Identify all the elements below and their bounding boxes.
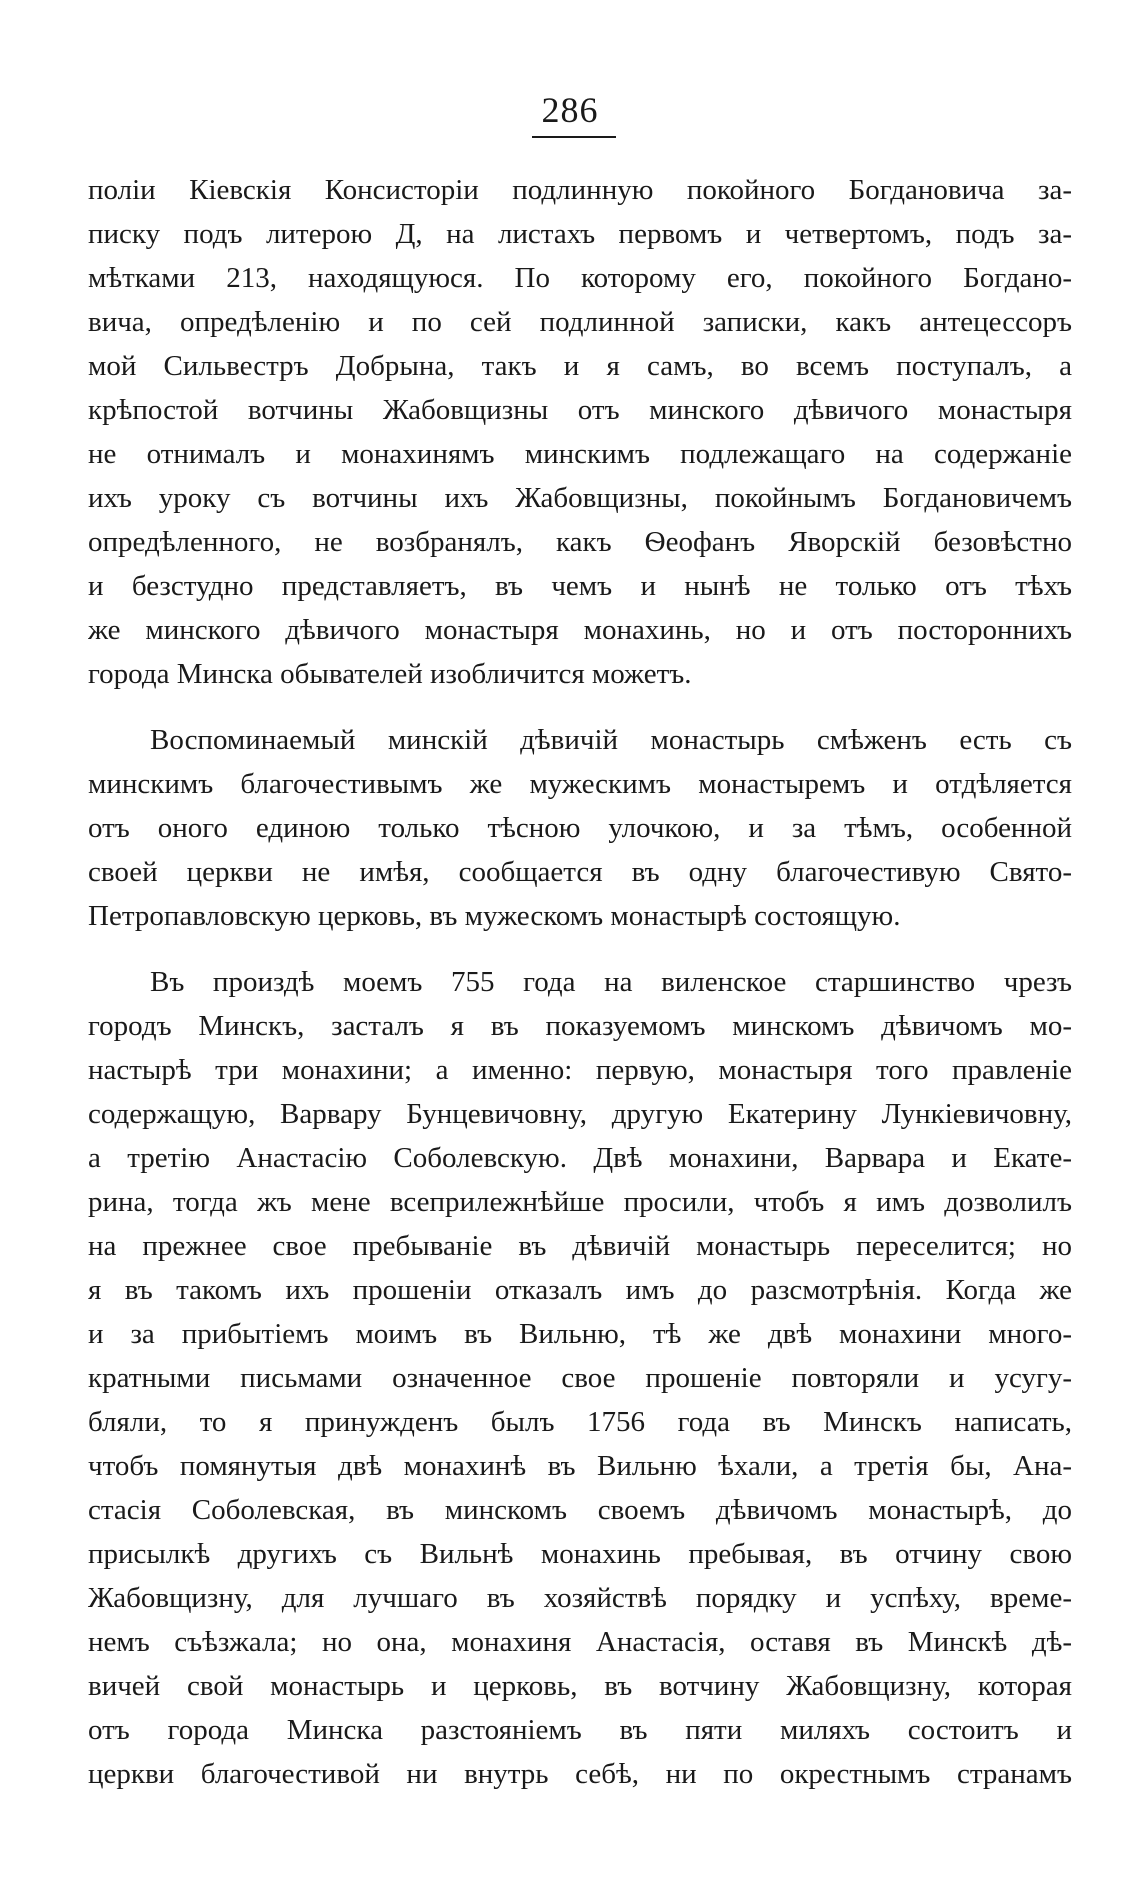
- paragraph-gap: [88, 696, 1072, 718]
- page-number-rule: [532, 136, 616, 138]
- text-line: я въ такомъ ихъ прошенiи отказалъ имъ до разсмотрѣнiя. Когда же: [88, 1274, 1072, 1306]
- text-line: присылкѣ другихъ съ Вильнѣ монахинь пребывая, въ отчину свою: [88, 1538, 1072, 1570]
- text-line: не отнималъ и монахинямъ минскимъ подлежащаго на содержанiе: [88, 438, 1072, 470]
- paragraph-2: [88, 718, 1072, 938]
- text-line: и за прибытiемъ моимъ въ Вильню, тѣ же двѣ монахини много-: [88, 1318, 1072, 1350]
- text-line: опредѣленного, не возбранялъ, какъ Ѳеофанъ Яворскiй безовѣстно: [88, 526, 1072, 558]
- text-line: крѣпостой вотчины Жабовщизны отъ минского дѣвичого монастыря: [88, 394, 1072, 426]
- text-line: отъ города Минска разстоянiемъ въ пяти миляхъ состоитъ и: [88, 1714, 1072, 1746]
- text-line: содержащую, Варвару Бунцевичовну, другую Екатерину Лункiевичовну,: [88, 1098, 1072, 1130]
- text-line: мѣтками 213, находящуюся. По которому его, покойного Богдано-: [88, 262, 1072, 294]
- text-line: же минского дѣвичого монастыря монахинь, но и отъ постороннихъ: [88, 614, 1072, 646]
- text-line: писку подъ литерою Д, на листахъ первомъ и четвертомъ, подъ за-: [88, 218, 1072, 250]
- text-line: городъ Минскъ, засталъ я въ показуемомъ минскомъ дѣвичомъ мо-: [88, 1010, 1072, 1042]
- text-line: Въ произдѣ моемъ 755 года на виленское старшинство чрезъ: [150, 966, 1072, 998]
- paragraph-3: [88, 960, 1072, 1796]
- body-text: [88, 168, 1072, 1796]
- paragraph-1: [88, 168, 1072, 696]
- text-line: на прежнее свое пребыванiе въ дѣвичiй монастырь переселится; но: [88, 1230, 1072, 1262]
- text-line: Жабовщизну, для лучшаго въ хозяйствѣ порядку и успѣху, време-: [88, 1582, 1072, 1614]
- page-number: 286: [541, 90, 599, 130]
- text-line: кратными письмами означенное свое прошенiе повторяли и усугу-: [88, 1362, 1072, 1394]
- text-line: немъ съѣзжала; но она, монахиня Анастасiя, оставя въ Минскѣ дѣ-: [88, 1626, 1072, 1658]
- text-line: полiи Кiевскiя Консисторiи подлинную покойного Богдановича за-: [88, 174, 1072, 206]
- text-line: церкви благочестивой ни внутрь себѣ, ни по окрестнымъ странамъ: [88, 1758, 1072, 1790]
- text-line: Петропавловскую церковь, въ мужескомъ монастырѣ состоящую.: [88, 900, 901, 932]
- paragraph-gap: [88, 938, 1072, 960]
- text-line: мой Сильвестръ Добрына, такъ и я самъ, во всемъ поступалъ, а: [88, 350, 1072, 382]
- text-line: города Минска обывателей изобличится можетъ.: [88, 658, 692, 690]
- text-line: и безстудно представляетъ, въ чемъ и нынѣ не только отъ тѣхъ: [88, 570, 1072, 602]
- text-line: вича, опредѣленiю и по сей подлинной записки, какъ антецессоръ: [88, 306, 1072, 338]
- text-line: бляли, то я принужденъ былъ 1756 года въ Минскъ написать,: [88, 1406, 1072, 1438]
- text-line: стасiя Соболевская, въ минскомъ своемъ дѣвичомъ монастырѣ, до: [88, 1494, 1072, 1526]
- text-line: отъ оного единою только тѣсною улочкою, и за тѣмъ, особенной: [88, 812, 1072, 844]
- text-line: ихъ уроку съ вотчины ихъ Жабовщизны, покойнымъ Богдановичемъ: [88, 482, 1072, 514]
- text-line: своей церкви не имѣя, сообщается въ одну благочестивую Свято-: [88, 856, 1072, 888]
- text-line: Воспоминаемый минскiй дѣвичiй монастырь смѣженъ есть съ: [150, 724, 1072, 756]
- text-line: минскимъ благочестивымъ же мужескимъ монастыремъ и отдѣляется: [88, 768, 1072, 800]
- text-line: а третiю Анастасiю Соболевскую. Двѣ монахини, Варвара и Екате-: [88, 1142, 1072, 1174]
- text-line: чтобъ помянутыя двѣ монахинѣ въ Вильню ѣхали, а третiя бы, Ана-: [88, 1450, 1072, 1482]
- text-line: настырѣ три монахини; а именно: первую, монастыря того правленiе: [88, 1054, 1072, 1086]
- text-line: вичей свой монастырь и церковь, въ вотчину Жабовщизну, которая: [88, 1670, 1072, 1702]
- text-line: рина, тогда жъ мене всеприлежнѣйше просили, чтобъ я имъ дозволилъ: [88, 1186, 1072, 1218]
